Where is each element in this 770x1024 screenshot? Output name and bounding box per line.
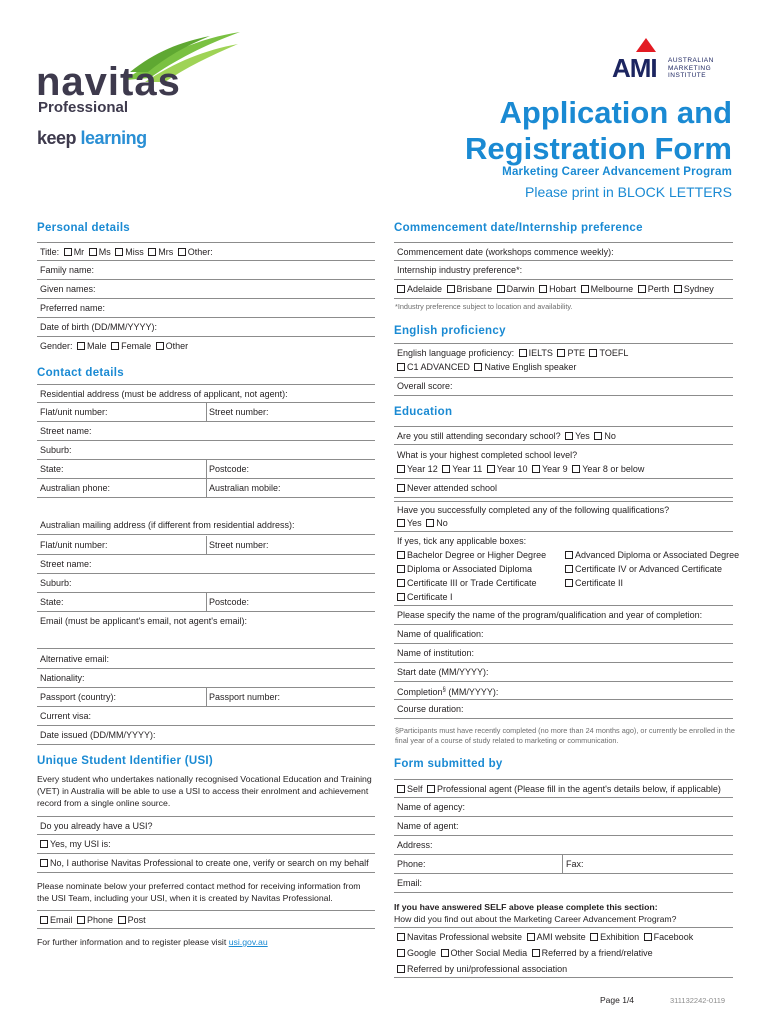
source-ami-checkbox[interactable] — [527, 933, 535, 941]
res-suburb-field[interactable]: Suburb: — [37, 441, 375, 460]
source-navitas-label: Navitas Professional website — [407, 932, 523, 942]
nationality-field[interactable]: Nationality: — [37, 669, 375, 688]
phone-row — [37, 479, 375, 498]
form-code: 311132242-0119 — [670, 996, 726, 1005]
title-miss-checkbox[interactable] — [115, 248, 123, 256]
course-duration-field[interactable]: Course duration: — [394, 700, 733, 719]
submitted-by-row — [394, 779, 733, 798]
level-year12-checkbox[interactable] — [397, 465, 405, 473]
english-pte-checkbox[interactable] — [557, 349, 565, 357]
qualifications-question-row — [394, 501, 733, 532]
completion-date-field[interactable] — [394, 681, 733, 700]
source-friend-label: Referred by a friend/relative — [541, 948, 653, 958]
specify-program: Please specify the name of the program/qualification and year of completion: — [394, 606, 733, 625]
english-proficiency-row — [394, 343, 733, 378]
city-melbourne-checkbox[interactable] — [581, 285, 589, 293]
english-native-label: Native English speaker — [484, 362, 577, 372]
method-email-checkbox[interactable] — [40, 916, 48, 924]
source-facebook-label: Facebook — [653, 932, 694, 942]
page-number: Page 1/4 — [600, 995, 635, 1005]
gender-row — [37, 337, 375, 356]
method-phone-label: Phone — [87, 915, 114, 925]
form-submitted-heading: Form submitted by — [394, 758, 503, 770]
source-facebook-checkbox[interactable] — [644, 933, 652, 941]
qual-yes-checkbox[interactable] — [397, 519, 405, 527]
method-phone-checkbox[interactable] — [77, 916, 85, 924]
level-year11-label: Year 11 — [452, 464, 483, 474]
gender-other-label: Other — [165, 341, 189, 351]
submitted-self-label: Self — [407, 784, 423, 794]
agent-phone-row — [394, 855, 733, 874]
mail-postcode-field[interactable]: Postcode: — [209, 597, 250, 607]
never-attended-row — [394, 479, 733, 498]
usi-intro: Every student who undertakes nationally recognised Vocational Education and Training (VET) in Australia will be able to use a USI to access their enrolment and achievement record from a single online source. — [37, 774, 372, 808]
res-street-name-field[interactable]: Street name: — [37, 422, 375, 441]
qual-cert1-checkbox[interactable] — [397, 593, 405, 601]
usi-no-checkbox[interactable] — [40, 859, 48, 867]
qual-bachelor-label: Bachelor Degree or Higher Degree — [407, 550, 547, 560]
ami-line-1: AUSTRALIAN — [668, 57, 714, 64]
usi-yes-label: Yes, my USI is: — [50, 839, 111, 849]
secondary-yes-checkbox[interactable] — [565, 432, 573, 440]
agent-phone-field[interactable]: Phone: — [397, 859, 426, 869]
city-brisbane-checkbox[interactable] — [447, 285, 455, 293]
print-instruction: Please print in BLOCK LETTERS — [525, 184, 732, 200]
personal-details-heading: Personal details — [37, 222, 131, 234]
city-hobart-label: Hobart — [549, 284, 577, 294]
mailing-address-label: Australian mailing address (if different from residential address): — [37, 516, 375, 535]
institution-name-field[interactable]: Name of institution: — [394, 644, 733, 663]
program-name: Marketing Career Advancement Program — [502, 166, 732, 178]
english-c1-checkbox[interactable] — [397, 363, 405, 371]
res-flat-field[interactable]: Flat/unit number: — [40, 407, 108, 417]
usi-further-text: For further information and to register please visit — [37, 937, 227, 947]
level-year12-label: Year 12 — [407, 464, 438, 474]
method-email-label: Email — [50, 915, 73, 925]
secondary-no-label: No — [604, 431, 616, 441]
family-name-field[interactable]: Family name: — [37, 261, 375, 280]
source-social-checkbox[interactable] — [441, 949, 449, 957]
english-ielts-label: IELTS — [528, 348, 553, 358]
gender-other-checkbox[interactable] — [156, 342, 164, 350]
english-native-checkbox[interactable] — [474, 363, 482, 371]
ami-logo-subtext — [668, 57, 714, 80]
page-title — [465, 95, 732, 167]
city-sydney-label: Sydney — [683, 284, 714, 294]
source-exhibition-label: Exhibition — [600, 932, 640, 942]
source-friend-checkbox[interactable] — [532, 949, 540, 957]
qual-cert2-checkbox[interactable] — [565, 579, 573, 587]
method-post-checkbox[interactable] — [118, 916, 126, 924]
mail-street-name-field[interactable]: Street name: — [37, 555, 375, 574]
divider — [206, 593, 207, 612]
source-google-label: Google — [407, 948, 437, 958]
gender-female-label: Female — [121, 341, 152, 351]
school-level-row — [394, 445, 733, 479]
source-social-label: Other Social Media — [450, 948, 528, 958]
qual-cert4-checkbox[interactable] — [565, 565, 573, 573]
english-toefl-label: TOEFL — [599, 348, 629, 358]
usi-further-info — [37, 936, 372, 948]
tick-instruction: If yes, tick any applicable boxes: — [397, 536, 527, 546]
divider — [206, 688, 207, 707]
slogan-keep: keep — [37, 128, 77, 148]
qual-cert4-label: Certificate IV or Advanced Certificate — [575, 564, 723, 574]
city-row — [394, 280, 733, 299]
title-line-2: Registration Form — [465, 131, 732, 166]
start-date-field[interactable]: Start date (MM/YYYY): — [394, 663, 733, 682]
qual-cert1-label: Certificate I — [407, 592, 453, 602]
email-field[interactable]: Email (must be applicant's email, not agent's email): — [37, 612, 375, 649]
overall-score-field[interactable]: Overall score: — [394, 377, 733, 396]
city-sydney-checkbox[interactable] — [674, 285, 682, 293]
navitas-wordmark: navitas — [36, 60, 181, 104]
agent-address-field[interactable]: Address: — [394, 836, 733, 855]
title-mr-checkbox[interactable] — [64, 248, 72, 256]
never-attended-label: Never attended school — [407, 483, 498, 493]
usi-no-row — [37, 854, 375, 873]
qual-no-label: No — [436, 518, 448, 528]
city-adelaide-label: Adelaide — [407, 284, 443, 294]
source-exhibition-checkbox[interactable] — [590, 933, 598, 941]
usi-link[interactable]: usi.gov.au — [228, 937, 268, 947]
agent-email-field[interactable]: Email: — [394, 874, 733, 893]
level-year11-checkbox[interactable] — [442, 465, 450, 473]
qual-cert3-label: Certificate III or Trade Certificate — [407, 578, 537, 588]
city-perth-checkbox[interactable] — [638, 285, 646, 293]
residential-address-label: Residential address (must be address of applicant, not agent): — [37, 384, 375, 403]
secondary-no-checkbox[interactable] — [594, 432, 602, 440]
agent-fax-field[interactable]: Fax: — [566, 859, 584, 869]
submitted-self-checkbox[interactable] — [397, 785, 405, 793]
mail-street-number-field[interactable]: Street number: — [209, 540, 269, 550]
english-c1-label: C1 ADVANCED — [407, 362, 470, 372]
alt-email-field[interactable]: Alternative email: — [37, 650, 375, 669]
title-label: Title: — [40, 247, 60, 257]
industry-note: *Industry preference subject to location and availability. — [395, 302, 573, 311]
title-mr-label: Mr — [73, 247, 85, 257]
english-heading: English proficiency — [394, 325, 506, 337]
ami-logo-text: AMI — [612, 53, 657, 83]
au-phone-field[interactable]: Australian phone: — [40, 483, 111, 493]
ami-line-3: INSTITUTE — [668, 72, 707, 79]
english-ielts-checkbox[interactable] — [519, 349, 527, 357]
level-year10-checkbox[interactable] — [487, 465, 495, 473]
city-darwin-checkbox[interactable] — [497, 285, 505, 293]
city-darwin-label: Darwin — [506, 284, 535, 294]
passport-number-field[interactable]: Passport number: — [209, 692, 281, 702]
gender-male-checkbox[interactable] — [77, 342, 85, 350]
divider — [562, 855, 563, 874]
qual-adv-diploma-label: Advanced Diploma or Associated Degree — [575, 550, 740, 560]
submitted-agent-checkbox[interactable] — [427, 785, 435, 793]
ami-logo-mark — [636, 38, 656, 52]
source-uni-checkbox[interactable] — [397, 965, 405, 973]
qual-no-checkbox[interactable] — [426, 519, 434, 527]
education-heading: Education — [394, 406, 453, 418]
city-adelaide-checkbox[interactable] — [397, 285, 405, 293]
qual-adv-diploma-checkbox[interactable] — [565, 551, 573, 559]
preferred-name-field[interactable]: Preferred name: — [37, 299, 375, 318]
ami-line-2: MARKETING — [668, 64, 712, 72]
secondary-yes-label: Yes — [575, 431, 590, 441]
agency-name-field[interactable]: Name of agency: — [394, 798, 733, 817]
usi-nominate: Please nominate below your preferred contact method for receiving information from the USI Team, including your USI, when it is created by Navitas Professional. — [37, 881, 361, 903]
res-state-field[interactable]: State: — [40, 464, 64, 474]
completion-footnote-mark: § — [442, 687, 446, 693]
english-label: English language proficiency: — [397, 348, 515, 358]
mail-suburb-field[interactable]: Suburb: — [37, 574, 375, 593]
city-perth-label: Perth — [647, 284, 670, 294]
never-attended-checkbox[interactable] — [397, 484, 405, 492]
title-other-label: Other: — [187, 247, 213, 257]
source-google-checkbox[interactable] — [397, 949, 405, 957]
level-year9-label: Year 9 — [541, 464, 568, 474]
title-row — [37, 242, 375, 261]
qualifications-question: Have you successfully completed any of the following qualifications? — [397, 505, 670, 515]
qualification-name-field[interactable]: Name of qualification: — [394, 625, 733, 644]
gender-male-label: Male — [87, 341, 107, 351]
divider — [206, 536, 207, 555]
current-visa-field[interactable]: Current visa: — [37, 707, 375, 726]
res-street-number-field[interactable]: Street number: — [209, 407, 269, 417]
completion-footnote: §Participants must have recently completed (no more than 24 months ago), or currently be enrolled in the final year of a course of study related to marketing or communication. — [395, 726, 735, 745]
completion-format: (MM/YYYY): — [445, 687, 499, 697]
title-other-checkbox[interactable] — [178, 248, 186, 256]
how-did-you-hear: How did you find out about the Marketing Career Advancement Program? — [394, 914, 677, 924]
qual-yes-label: Yes — [407, 518, 422, 528]
level-year9-checkbox[interactable] — [532, 465, 540, 473]
city-melbourne-label: Melbourne — [590, 284, 634, 294]
completion-label: Completion — [397, 687, 443, 697]
title-line-1: Application and — [499, 95, 732, 130]
english-pte-label: PTE — [567, 348, 585, 358]
au-mobile-field[interactable]: Australian mobile: — [209, 483, 281, 493]
usi-no-label: No, I authorise Navitas Professional to create one, verify or search on my behalf — [50, 858, 369, 868]
self-note: If you have answered SELF above please complete this section: — [394, 902, 658, 912]
mail-state-field[interactable]: State: — [40, 597, 64, 607]
source-uni-label: Referred by uni/professional association — [407, 964, 568, 974]
given-names-field[interactable]: Given names: — [37, 280, 375, 299]
city-brisbane-label: Brisbane — [456, 284, 493, 294]
secondary-question: Are you still attending secondary school? — [397, 431, 561, 441]
secondary-school-row — [394, 426, 733, 445]
commencement-heading: Commencement date/Internship preference — [394, 222, 643, 234]
slogan-learning: learning — [80, 128, 147, 148]
divider — [206, 403, 207, 422]
brand-tagline: Professional — [38, 99, 129, 116]
school-level-question: What is your highest completed school level? — [397, 450, 578, 460]
usi-heading: Unique Student Identifier (USI) — [37, 755, 214, 767]
mail-flat-field[interactable]: Flat/unit number: — [40, 540, 108, 550]
level-year8-label: Year 8 or below — [582, 464, 645, 474]
english-toefl-checkbox[interactable] — [589, 349, 597, 357]
qual-cert3-checkbox[interactable] — [397, 579, 405, 587]
date-issued-field[interactable]: Date issued (DD/MM/YYYY): — [37, 726, 375, 745]
qual-diploma-checkbox[interactable] — [397, 565, 405, 573]
res-postcode-field[interactable]: Postcode: — [209, 464, 250, 474]
title-miss-label: Miss — [125, 247, 144, 257]
title-ms-checkbox[interactable] — [89, 248, 97, 256]
qual-cert2-label: Certificate II — [575, 578, 624, 588]
usi-question: Do you already have a USI? — [37, 816, 375, 835]
qualification-types — [394, 532, 740, 606]
title-mrs-label: Mrs — [158, 247, 174, 257]
passport-country-field[interactable]: Passport (country): — [40, 692, 117, 702]
usi-yes-checkbox[interactable] — [40, 840, 48, 848]
qual-diploma-label: Diploma or Associated Diploma — [407, 564, 533, 574]
submitted-agent-label: Professional agent (Please fill in the agent's details below, if applicable) — [437, 784, 721, 794]
city-hobart-checkbox[interactable] — [539, 285, 547, 293]
method-post-label: Post — [127, 915, 146, 925]
brand-slogan — [37, 128, 147, 149]
level-year10-label: Year 10 — [496, 464, 528, 474]
gender-label: Gender: — [40, 341, 73, 351]
usi-contact-method-row — [37, 910, 375, 929]
internship-industry-field[interactable]: Internship industry preference*: — [394, 261, 733, 280]
agent-name-field[interactable]: Name of agent: — [394, 817, 733, 836]
gender-female-checkbox[interactable] — [111, 342, 119, 350]
source-options — [394, 927, 733, 978]
dob-field[interactable]: Date of birth (DD/MM/YYYY): — [37, 318, 375, 337]
qual-bachelor-checkbox[interactable] — [397, 551, 405, 559]
title-mrs-checkbox[interactable] — [148, 248, 156, 256]
usi-yes-row — [37, 835, 375, 854]
level-year8-checkbox[interactable] — [572, 465, 580, 473]
commencement-date-field[interactable]: Commencement date (workshops commence weekly): — [394, 242, 733, 261]
source-navitas-checkbox[interactable] — [397, 933, 405, 941]
source-ami-label: AMI website — [536, 932, 586, 942]
contact-details-heading: Contact details — [37, 367, 124, 379]
title-ms-label: Ms — [98, 247, 111, 257]
